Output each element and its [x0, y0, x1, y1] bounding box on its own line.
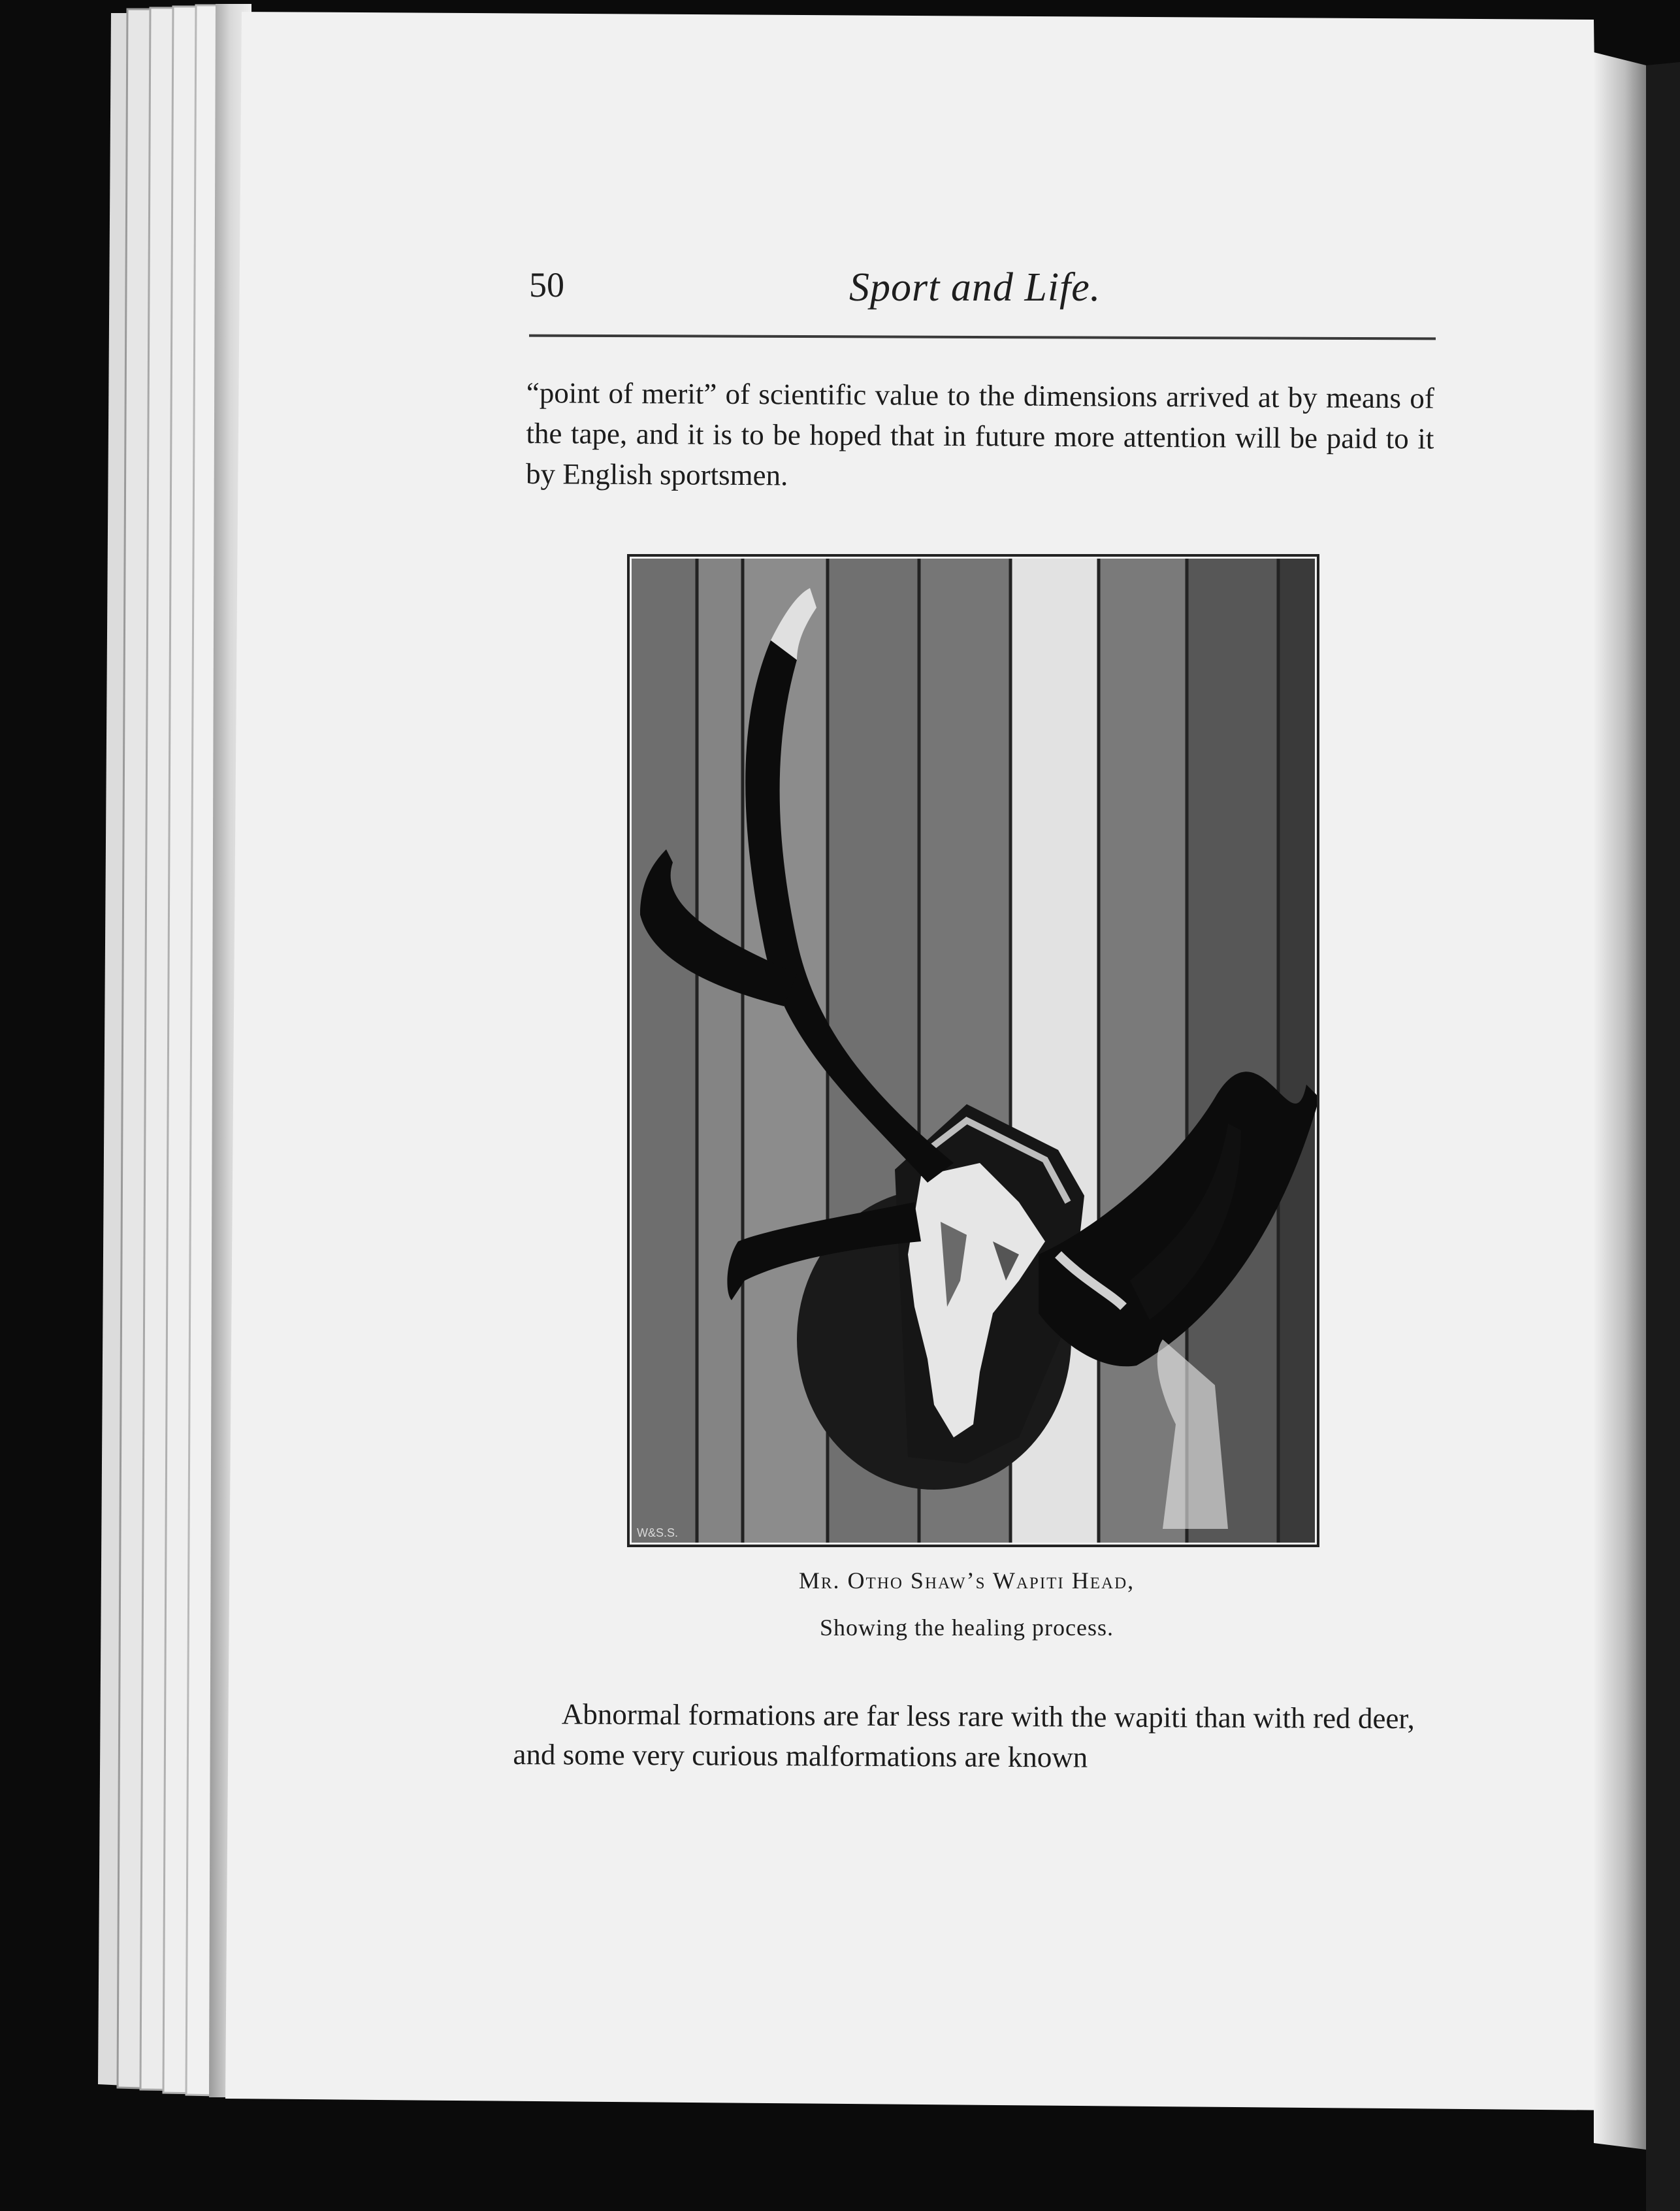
paragraph-top: “point of merit” of scientific value to the dimensions arrived at by means of the tape, and it is to be hoped that in future more attention will be paid to it by English sportsmen.: [525, 376, 1434, 492]
plate-frame: [627, 554, 1319, 1547]
running-head: Sport and Life.: [849, 265, 1101, 310]
paragraph-bottom: Abnormal formations are far less rare with the wapiti than with red deer, and some very curious malformations are known: [513, 1697, 1415, 1774]
svg-text:W&S.S.: W&S.S.: [637, 1526, 679, 1539]
right-edge-dark-band: [1646, 62, 1680, 2211]
page-number: 50: [529, 265, 564, 304]
plate-caption-title: Mr. Otho Shaw’s Wapiti Head,: [798, 1567, 1135, 1594]
plate-caption-subtitle: Showing the healing process.: [820, 1614, 1114, 1641]
right-page-edge: [1594, 52, 1646, 2150]
